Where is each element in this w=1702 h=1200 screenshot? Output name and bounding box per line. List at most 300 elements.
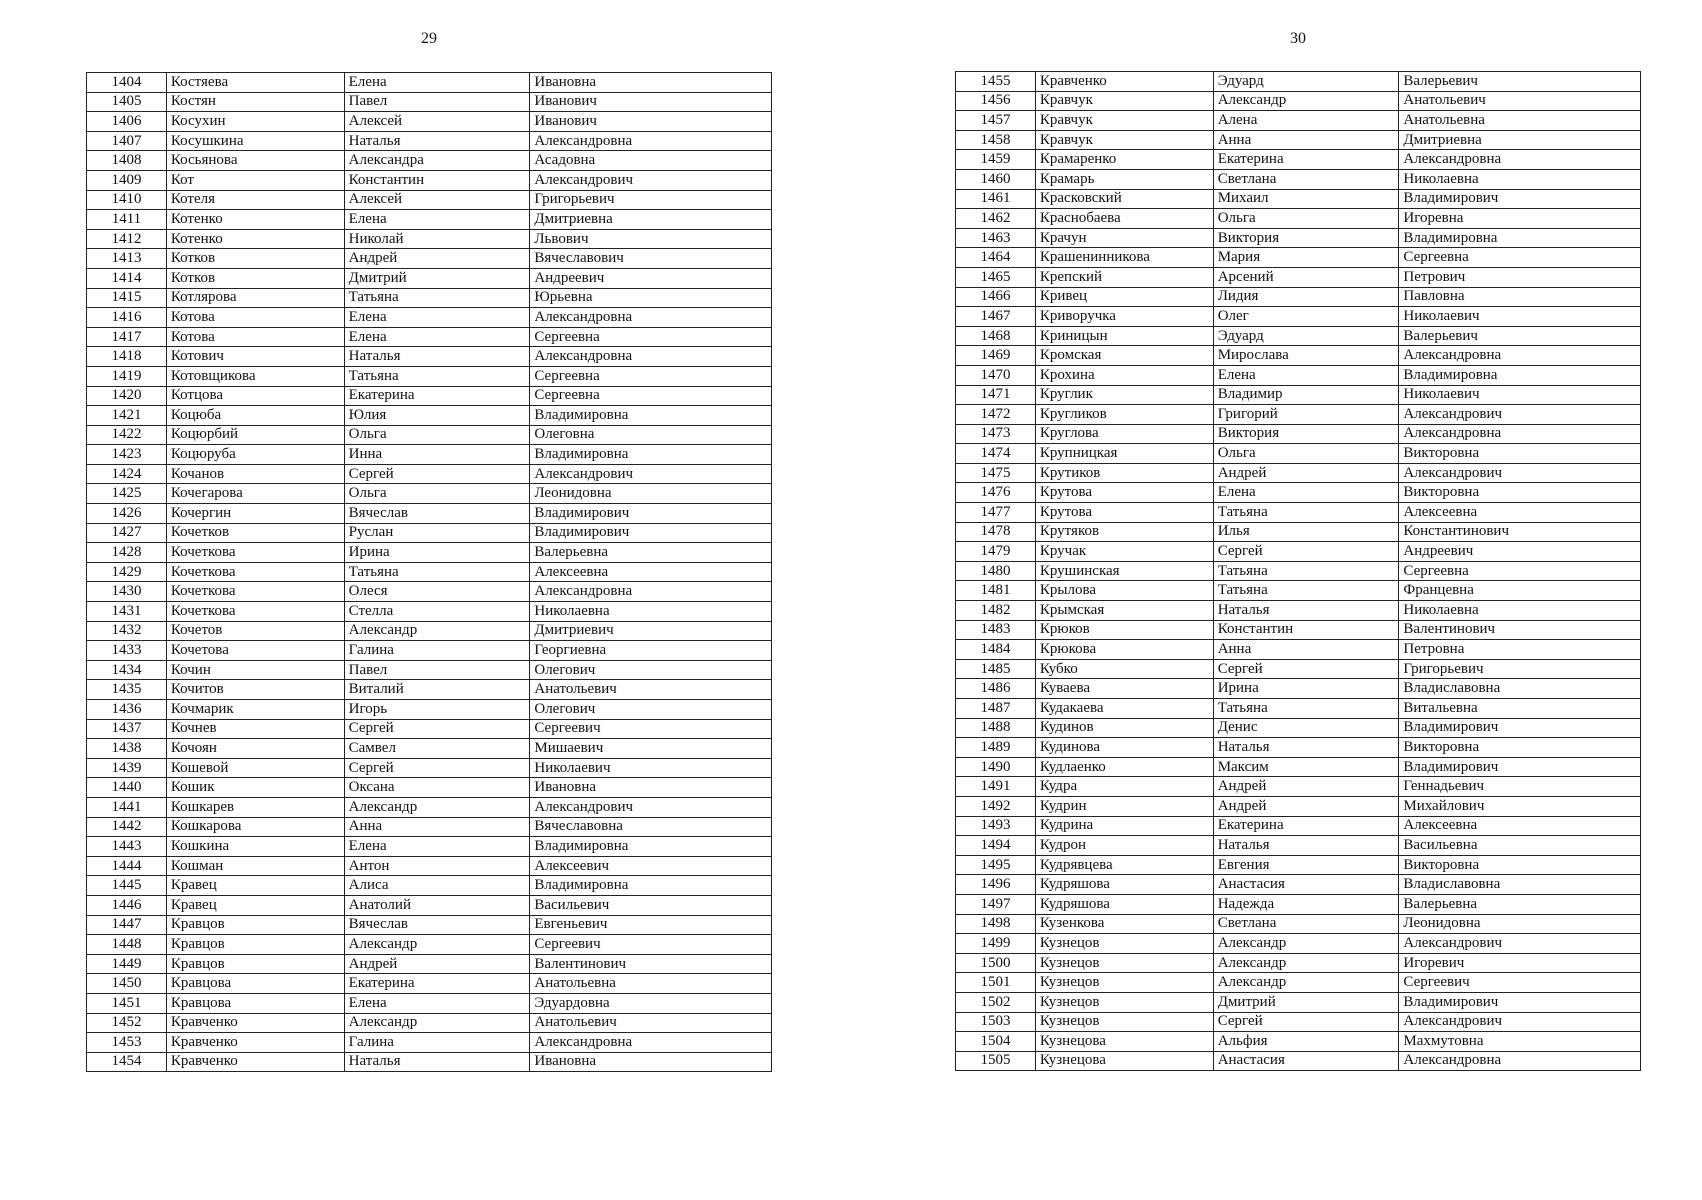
row-number-cell: 1476 <box>956 483 1036 503</box>
row-number-cell: 1459 <box>956 150 1036 170</box>
first-name-cell: Александр <box>1213 953 1399 973</box>
roster-body <box>956 72 1641 1071</box>
row-number-cell: 1424 <box>87 464 167 484</box>
row-number-cell: 1410 <box>87 190 167 210</box>
first-name-cell: Ирина <box>344 543 530 563</box>
table-row <box>87 229 772 249</box>
table-row <box>956 620 1641 640</box>
patronymic-cell: Григорьевич <box>530 190 772 210</box>
last-name-cell: Кудрин <box>1035 796 1213 816</box>
first-name-cell: Дмитрий <box>344 268 530 288</box>
first-name-cell: Эдуард <box>1213 72 1399 92</box>
first-name-cell: Олеся <box>344 582 530 602</box>
row-number-cell: 1451 <box>87 993 167 1013</box>
first-name-cell: Елена <box>344 837 530 857</box>
last-name-cell: Крутиков <box>1035 463 1213 483</box>
first-name-cell: Светлана <box>1213 169 1399 189</box>
row-number-cell: 1447 <box>87 915 167 935</box>
row-number-cell: 1428 <box>87 543 167 563</box>
row-number-cell: 1441 <box>87 797 167 817</box>
table-row <box>956 973 1641 993</box>
row-number-cell: 1416 <box>87 308 167 328</box>
table-row <box>956 267 1641 287</box>
patronymic-cell: Львович <box>530 229 772 249</box>
row-number-cell: 1437 <box>87 719 167 739</box>
row-number-cell: 1425 <box>87 484 167 504</box>
patronymic-cell: Петрович <box>1399 267 1641 287</box>
row-number-cell: 1500 <box>956 953 1036 973</box>
patronymic-cell: Ивановна <box>530 778 772 798</box>
row-number-cell: 1422 <box>87 425 167 445</box>
last-name-cell: Кругликов <box>1035 405 1213 425</box>
row-number-cell: 1461 <box>956 189 1036 209</box>
table-row <box>956 307 1641 327</box>
patronymic-cell: Евгеньевич <box>530 915 772 935</box>
row-number-cell: 1460 <box>956 169 1036 189</box>
row-number-cell: 1439 <box>87 758 167 778</box>
patronymic-cell: Владимирович <box>530 523 772 543</box>
row-number-cell: 1499 <box>956 934 1036 954</box>
patronymic-cell: Константинович <box>1399 522 1641 542</box>
table-row <box>956 1012 1641 1032</box>
table-row <box>956 855 1641 875</box>
patronymic-cell: Владимирович <box>530 504 772 524</box>
table-row <box>956 1051 1641 1071</box>
first-name-cell: Татьяна <box>344 366 530 386</box>
row-number-cell: 1414 <box>87 268 167 288</box>
table-row <box>87 660 772 680</box>
patronymic-cell: Ивановна <box>530 1052 772 1072</box>
table-row <box>956 503 1641 523</box>
first-name-cell: Александр <box>344 621 530 641</box>
row-number-cell: 1466 <box>956 287 1036 307</box>
first-name-cell: Елена <box>1213 483 1399 503</box>
row-number-cell: 1426 <box>87 504 167 524</box>
patronymic-cell: Александровна <box>1399 1051 1641 1071</box>
last-name-cell: Кузенкова <box>1035 914 1213 934</box>
row-number-cell: 1481 <box>956 581 1036 601</box>
table-row <box>956 875 1641 895</box>
table-row <box>956 228 1641 248</box>
row-number-cell: 1418 <box>87 347 167 367</box>
last-name-cell: Кузнецов <box>1035 953 1213 973</box>
first-name-cell: Вячеслав <box>344 504 530 524</box>
table-row <box>87 1052 772 1072</box>
patronymic-cell: Владимировна <box>530 406 772 426</box>
first-name-cell: Елена <box>344 308 530 328</box>
first-name-cell: Александр <box>344 1013 530 1033</box>
first-name-cell: Юлия <box>344 406 530 426</box>
table-row <box>87 543 772 563</box>
table-row <box>87 249 772 269</box>
patronymic-cell: Николаевич <box>1399 307 1641 327</box>
first-name-cell: Илья <box>1213 522 1399 542</box>
patronymic-cell: Владимировна <box>530 837 772 857</box>
table-row <box>87 621 772 641</box>
patronymic-cell: Владимирович <box>1399 992 1641 1012</box>
last-name-cell: Котков <box>166 268 344 288</box>
first-name-cell: Екатерина <box>344 386 530 406</box>
patronymic-cell: Александрович <box>530 464 772 484</box>
patronymic-cell: Александрович <box>1399 1012 1641 1032</box>
last-name-cell: Кудрон <box>1035 836 1213 856</box>
table-row <box>87 758 772 778</box>
table-row <box>87 464 772 484</box>
last-name-cell: Кудакаева <box>1035 699 1213 719</box>
last-name-cell: Котков <box>166 249 344 269</box>
first-name-cell: Татьяна <box>1213 561 1399 581</box>
row-number-cell: 1482 <box>956 601 1036 621</box>
row-number-cell: 1453 <box>87 1033 167 1053</box>
row-number-cell: 1470 <box>956 365 1036 385</box>
row-number-cell: 1483 <box>956 620 1036 640</box>
last-name-cell: Кравцова <box>166 993 344 1013</box>
table-row <box>956 522 1641 542</box>
row-number-cell: 1448 <box>87 935 167 955</box>
table-row <box>956 796 1641 816</box>
table-row <box>87 170 772 190</box>
last-name-cell: Котцова <box>166 386 344 406</box>
table-row <box>956 346 1641 366</box>
patronymic-cell: Сергеевна <box>1399 561 1641 581</box>
table-row <box>87 73 772 93</box>
patronymic-cell: Вячеславовна <box>530 817 772 837</box>
table-row <box>956 405 1641 425</box>
last-name-cell: Кудрявцева <box>1035 855 1213 875</box>
patronymic-cell: Олегович <box>530 660 772 680</box>
last-name-cell: Котова <box>166 327 344 347</box>
table-row <box>87 327 772 347</box>
last-name-cell: Крамаренко <box>1035 150 1213 170</box>
row-number-cell: 1430 <box>87 582 167 602</box>
first-name-cell: Наталья <box>344 347 530 367</box>
last-name-cell: Кочетков <box>166 523 344 543</box>
first-name-cell: Самвел <box>344 739 530 759</box>
row-number-cell: 1427 <box>87 523 167 543</box>
row-number-cell: 1406 <box>87 112 167 132</box>
first-name-cell: Татьяна <box>1213 581 1399 601</box>
patronymic-cell: Васильевна <box>1399 836 1641 856</box>
last-name-cell: Котова <box>166 308 344 328</box>
table-row <box>956 189 1641 209</box>
last-name-cell: Кравченко <box>166 1052 344 1072</box>
table-row <box>87 406 772 426</box>
row-number-cell: 1502 <box>956 992 1036 1012</box>
last-name-cell: Косухин <box>166 112 344 132</box>
first-name-cell: Игорь <box>344 700 530 720</box>
row-number-cell: 1450 <box>87 974 167 994</box>
last-name-cell: Кочоян <box>166 739 344 759</box>
last-name-cell: Крымская <box>1035 601 1213 621</box>
roster-body <box>87 73 772 1072</box>
patronymic-cell: Александровна <box>1399 424 1641 444</box>
row-number-cell: 1435 <box>87 680 167 700</box>
first-name-cell: Татьяна <box>1213 699 1399 719</box>
patronymic-cell: Васильевич <box>530 895 772 915</box>
table-row <box>87 504 772 524</box>
table-row <box>956 757 1641 777</box>
first-name-cell: Антон <box>344 856 530 876</box>
first-name-cell: Александр <box>1213 91 1399 111</box>
table-row <box>87 700 772 720</box>
patronymic-cell: Игоревна <box>1399 209 1641 229</box>
patronymic-cell: Петровна <box>1399 640 1641 660</box>
row-number-cell: 1477 <box>956 503 1036 523</box>
row-number-cell: 1489 <box>956 738 1036 758</box>
patronymic-cell: Александровна <box>530 582 772 602</box>
last-name-cell: Кошкина <box>166 837 344 857</box>
table-row <box>956 561 1641 581</box>
row-number-cell: 1444 <box>87 856 167 876</box>
row-number-cell: 1405 <box>87 92 167 112</box>
row-number-cell: 1412 <box>87 229 167 249</box>
row-number-cell: 1496 <box>956 875 1036 895</box>
first-name-cell: Виталий <box>344 680 530 700</box>
table-row <box>87 131 772 151</box>
first-name-cell: Григорий <box>1213 405 1399 425</box>
row-number-cell: 1467 <box>956 307 1036 327</box>
last-name-cell: Косьянова <box>166 151 344 171</box>
first-name-cell: Виктория <box>1213 228 1399 248</box>
row-number-cell: 1479 <box>956 542 1036 562</box>
first-name-cell: Анатолий <box>344 895 530 915</box>
patronymic-cell: Валентинович <box>530 954 772 974</box>
table-row <box>956 150 1641 170</box>
last-name-cell: Костяева <box>166 73 344 93</box>
last-name-cell: Кравцов <box>166 935 344 955</box>
last-name-cell: Кравцов <box>166 915 344 935</box>
first-name-cell: Максим <box>1213 757 1399 777</box>
patronymic-cell: Александровна <box>1399 150 1641 170</box>
first-name-cell: Анна <box>1213 130 1399 150</box>
row-number-cell: 1503 <box>956 1012 1036 1032</box>
last-name-cell: Кочмарик <box>166 700 344 720</box>
patronymic-cell: Николаевна <box>530 602 772 622</box>
row-number-cell: 1501 <box>956 973 1036 993</box>
first-name-cell: Анна <box>1213 640 1399 660</box>
row-number-cell: 1485 <box>956 659 1036 679</box>
patronymic-cell: Викторовна <box>1399 855 1641 875</box>
table-row <box>87 582 772 602</box>
row-number-cell: 1504 <box>956 1032 1036 1052</box>
table-row <box>87 915 772 935</box>
first-name-cell: Екатерина <box>1213 816 1399 836</box>
table-row <box>87 817 772 837</box>
first-name-cell: Лидия <box>1213 287 1399 307</box>
last-name-cell: Криницын <box>1035 326 1213 346</box>
first-name-cell: Александр <box>344 935 530 955</box>
table-row <box>956 209 1641 229</box>
patronymic-cell: Францевна <box>1399 581 1641 601</box>
row-number-cell: 1480 <box>956 561 1036 581</box>
row-number-cell: 1411 <box>87 210 167 230</box>
last-name-cell: Кочетов <box>166 621 344 641</box>
table-row <box>956 287 1641 307</box>
last-name-cell: Куваева <box>1035 679 1213 699</box>
table-row <box>87 876 772 896</box>
table-row <box>87 425 772 445</box>
last-name-cell: Котович <box>166 347 344 367</box>
table-row <box>956 385 1641 405</box>
patronymic-cell: Николаевич <box>530 758 772 778</box>
patronymic-cell: Владимировна <box>1399 228 1641 248</box>
row-number-cell: 1420 <box>87 386 167 406</box>
patronymic-cell: Валерьевич <box>1399 326 1641 346</box>
last-name-cell: Котенко <box>166 210 344 230</box>
patronymic-cell: Игоревич <box>1399 953 1641 973</box>
patronymic-cell: Павловна <box>1399 287 1641 307</box>
table-row <box>956 130 1641 150</box>
first-name-cell: Алена <box>1213 111 1399 131</box>
first-name-cell: Михаил <box>1213 189 1399 209</box>
last-name-cell: Кромская <box>1035 346 1213 366</box>
first-name-cell: Александр <box>1213 973 1399 993</box>
table-row <box>956 738 1641 758</box>
patronymic-cell: Валерьевна <box>1399 894 1641 914</box>
patronymic-cell: Сергеевич <box>530 935 772 955</box>
first-name-cell: Мария <box>1213 248 1399 268</box>
last-name-cell: Кочеткова <box>166 602 344 622</box>
table-row <box>87 739 772 759</box>
table-row <box>87 797 772 817</box>
patronymic-cell: Махмутовна <box>1399 1032 1641 1052</box>
table-row <box>956 659 1641 679</box>
table-row <box>87 641 772 661</box>
last-name-cell: Кудрина <box>1035 816 1213 836</box>
row-number-cell: 1497 <box>956 894 1036 914</box>
table-row <box>87 935 772 955</box>
last-name-cell: Кравчук <box>1035 130 1213 150</box>
patronymic-cell: Александровна <box>530 347 772 367</box>
first-name-cell: Наталья <box>344 131 530 151</box>
last-name-cell: Кузнецов <box>1035 973 1213 993</box>
patronymic-cell: Владиславовна <box>1399 875 1641 895</box>
patronymic-cell: Анатольевич <box>530 1013 772 1033</box>
table-row <box>87 112 772 132</box>
last-name-cell: Кузнецова <box>1035 1032 1213 1052</box>
last-name-cell: Кудра <box>1035 777 1213 797</box>
row-number-cell: 1445 <box>87 876 167 896</box>
first-name-cell: Галина <box>344 641 530 661</box>
row-number-cell: 1475 <box>956 463 1036 483</box>
first-name-cell: Инна <box>344 445 530 465</box>
patronymic-cell: Михайлович <box>1399 796 1641 816</box>
last-name-cell: Крутова <box>1035 483 1213 503</box>
row-number-cell: 1494 <box>956 836 1036 856</box>
patronymic-cell: Владимировна <box>1399 365 1641 385</box>
last-name-cell: Коцюрбий <box>166 425 344 445</box>
last-name-cell: Котенко <box>166 229 344 249</box>
patronymic-cell: Валерьевна <box>530 543 772 563</box>
first-name-cell: Сергей <box>344 758 530 778</box>
last-name-cell: Крамарь <box>1035 169 1213 189</box>
first-name-cell: Наталья <box>1213 601 1399 621</box>
last-name-cell: Крюкова <box>1035 640 1213 660</box>
first-name-cell: Константин <box>1213 620 1399 640</box>
table-row <box>87 993 772 1013</box>
last-name-cell: Кравченко <box>1035 72 1213 92</box>
patronymic-cell: Асадовна <box>530 151 772 171</box>
patronymic-cell: Георгиевна <box>530 641 772 661</box>
row-number-cell: 1455 <box>956 72 1036 92</box>
row-number-cell: 1468 <box>956 326 1036 346</box>
row-number-cell: 1495 <box>956 855 1036 875</box>
patronymic-cell: Александрович <box>1399 405 1641 425</box>
row-number-cell: 1440 <box>87 778 167 798</box>
table-row <box>87 954 772 974</box>
table-row <box>956 914 1641 934</box>
patronymic-cell: Эдуардовна <box>530 993 772 1013</box>
row-number-cell: 1493 <box>956 816 1036 836</box>
row-number-cell: 1491 <box>956 777 1036 797</box>
last-name-cell: Кравец <box>166 876 344 896</box>
table-row <box>956 248 1641 268</box>
patronymic-cell: Григорьевич <box>1399 659 1641 679</box>
last-name-cell: Косушкина <box>166 131 344 151</box>
table-row <box>87 1013 772 1033</box>
row-number-cell: 1454 <box>87 1052 167 1072</box>
table-row <box>956 542 1641 562</box>
patronymic-cell: Александрович <box>1399 934 1641 954</box>
last-name-cell: Круглик <box>1035 385 1213 405</box>
row-number-cell: 1490 <box>956 757 1036 777</box>
table-row <box>956 679 1641 699</box>
row-number-cell: 1465 <box>956 267 1036 287</box>
last-name-cell: Крылова <box>1035 581 1213 601</box>
first-name-cell: Андрей <box>1213 777 1399 797</box>
row-number-cell: 1463 <box>956 228 1036 248</box>
last-name-cell: Кравчук <box>1035 111 1213 131</box>
row-number-cell: 1438 <box>87 739 167 759</box>
table-row <box>956 718 1641 738</box>
last-name-cell: Краснобаева <box>1035 209 1213 229</box>
first-name-cell: Татьяна <box>344 288 530 308</box>
patronymic-cell: Александровна <box>530 1033 772 1053</box>
table-row <box>87 523 772 543</box>
patronymic-cell: Николаевна <box>1399 601 1641 621</box>
last-name-cell: Кравчук <box>1035 91 1213 111</box>
last-name-cell: Кочеткова <box>166 543 344 563</box>
row-number-cell: 1404 <box>87 73 167 93</box>
patronymic-cell: Олегович <box>530 700 772 720</box>
first-name-cell: Анастасия <box>1213 875 1399 895</box>
patronymic-cell: Валентинович <box>1399 620 1641 640</box>
last-name-cell: Кошкарова <box>166 817 344 837</box>
patronymic-cell: Александрович <box>530 170 772 190</box>
table-row <box>956 581 1641 601</box>
last-name-cell: Кудинов <box>1035 718 1213 738</box>
last-name-cell: Кочеткова <box>166 582 344 602</box>
row-number-cell: 1417 <box>87 327 167 347</box>
patronymic-cell: Викторовна <box>1399 483 1641 503</box>
patronymic-cell: Олеговна <box>530 425 772 445</box>
table-row <box>956 836 1641 856</box>
first-name-cell: Екатерина <box>1213 150 1399 170</box>
patronymic-cell: Сергеевна <box>1399 248 1641 268</box>
table-row <box>87 445 772 465</box>
row-number-cell: 1469 <box>956 346 1036 366</box>
page-number: 30 <box>1290 30 1306 47</box>
patronymic-cell: Александровна <box>530 308 772 328</box>
last-name-cell: Кудряшова <box>1035 894 1213 914</box>
first-name-cell: Наталья <box>344 1052 530 1072</box>
row-number-cell: 1462 <box>956 209 1036 229</box>
table-row <box>87 268 772 288</box>
first-name-cell: Александр <box>1213 934 1399 954</box>
patronymic-cell: Анатольевич <box>1399 91 1641 111</box>
patronymic-cell: Вячеславович <box>530 249 772 269</box>
last-name-cell: Кубко <box>1035 659 1213 679</box>
